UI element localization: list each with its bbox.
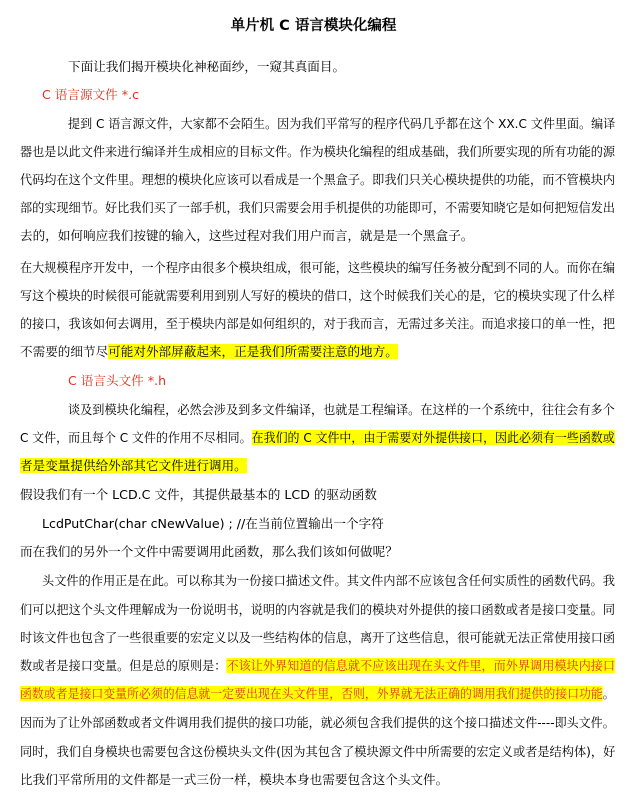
code-example: LcdPutChar(char cNewValue) ; //在当前位置输出一个字符 (42, 516, 384, 531)
intro-text: 下面让我们揭开模块化神秘面纱，一窥其真面目。 (68, 59, 346, 74)
s2-p2-line5 (20, 684, 615, 704)
s1-p2-line4 (20, 342, 398, 362)
s2-p2-line3: 时该文件也包含了一些很重要的宏定义以及一些结构体的信息，离开了这些信息，很可能就无法正常使用接口函 (20, 630, 616, 645)
s2-p2-line1: 头文件的作用正是在此。可以称其为一份接口描述文件。其文件内部不应该包含任何实质性的函数代码。我 (42, 573, 615, 588)
s2-p3-line3: 比我们平常所用的文件都是一式三份一样，模块本身也需要包含这个头文件。 (20, 772, 449, 787)
s2-p2-line4 (20, 656, 615, 676)
s2-p1-line2-plain: C 文件，而且每个 C 文件的作用不尽相同。 (20, 430, 252, 445)
s1-p2-line4-plain: 不需要的细节尽 (20, 344, 109, 359)
s2-p2-line5-tail: 。 (602, 686, 615, 701)
s2-highlight-text-1: 在我们的 C 文件中，由于需要对外提供接口，因此必须有一些函数或 (251, 430, 615, 445)
s2-highlight-text-2: 者是变量提供给外部其它文件进行调用。 (20, 458, 247, 473)
s1-p2-line2: 写这个模块的时候很可能就需要利用到别人写好的模块的借口，这个时候我们关心的是，它的模块实现了什么样 (20, 288, 616, 303)
s2-red-highlight-2: 函数或者是接口变量所必须的信息就一定要出现在头文件里，否则，外界就无法正确的调用我们提供的接口功能 (20, 686, 603, 701)
example-intro: 假设我们有一个 LCD.C 文件，其提供最基本的 LCD 的驱动函数 (20, 487, 377, 502)
s1-highlight-text: 可能对外部屏蔽起来，正是我们所需要注意的地方。 (108, 344, 398, 359)
s2-p1-line1: 谈及到模块化编程，必然会涉及到多文件编译，也就是工程编译。在这样的一个系统中，往往会有多个 (68, 402, 615, 417)
page-title: 单片机 C 语言模块化编程 (230, 18, 397, 34)
s1-p1-line1: 提到 C 语言源文件，大家都不会陌生。因为我们平常写的程序代码几乎都在这个 XX.C 文件里面。编译 (68, 116, 616, 131)
s1-p1-line5: 去的，如何响应我们按键的输入，这些过程对我们用户而言，就是是一个黑盒子。 (20, 228, 474, 243)
section1-heading: C 语言源文件 *.c (42, 87, 139, 102)
s1-p2-line1: 在大规模程序开发中，一个程序由很多个模块组成，很可能，这些模块的编写任务被分配到不同的人。而你在编 (20, 260, 616, 275)
s2-p2-line4-plain: 数或者是接口变量。但是总的原则是： (20, 658, 227, 673)
s2-p3-line1: 因而为了让外部函数或者文件调用我们提供的接口功能，就必须包含我们提供的这个接口描述文件----即头文件。 (20, 715, 615, 730)
s2-red-highlight-1: 不该让外界知道的信息就不应该出现在头文件里，而外界调用模块内接口 (226, 658, 616, 673)
section2-heading: C 语言头文件 *.h (68, 373, 167, 388)
s2-p1-line2 (20, 428, 615, 448)
s2-p3-line2: 同时，我们自身模块也需要包含这份模块头文件(因为其包含了模块源文件中所需要的宏定义或者是结构体)，好 (20, 744, 616, 759)
question-text: 而在我们的另外一个文件中需要调用此函数，那么我们该如何做呢？ (20, 544, 398, 559)
s2-p2-line2: 们可以把这个头文件理解成为一份说明书，说明的内容就是我们的模块对外提供的接口函数或者是接口变量。同 (20, 602, 616, 617)
s1-p1-line4: 部的实现细节。好比我们买了一部手机，我们只需要会用手机提供的功能即可，不需要知晓它是如何把短信发出 (20, 200, 616, 215)
s1-p1-line2: 器也是以此文件来进行编译并生成相应的目标文件。作为模块化编程的组成基础，我们所要实现的所有功能的源 (20, 144, 616, 159)
s1-p1-line3: 代码均在这个文件里。理想的模块化应该可以看成是一个黑盒子。即我们只关心模块提供的功能，而不管模块内 (20, 172, 616, 187)
s2-p1-line3 (20, 456, 247, 476)
s1-p2-line3: 的接口，我该如何去调用，至于模块内部是如何组织的，对于我而言，无需过多关注。而追求接口的单一性，把 (20, 316, 616, 331)
